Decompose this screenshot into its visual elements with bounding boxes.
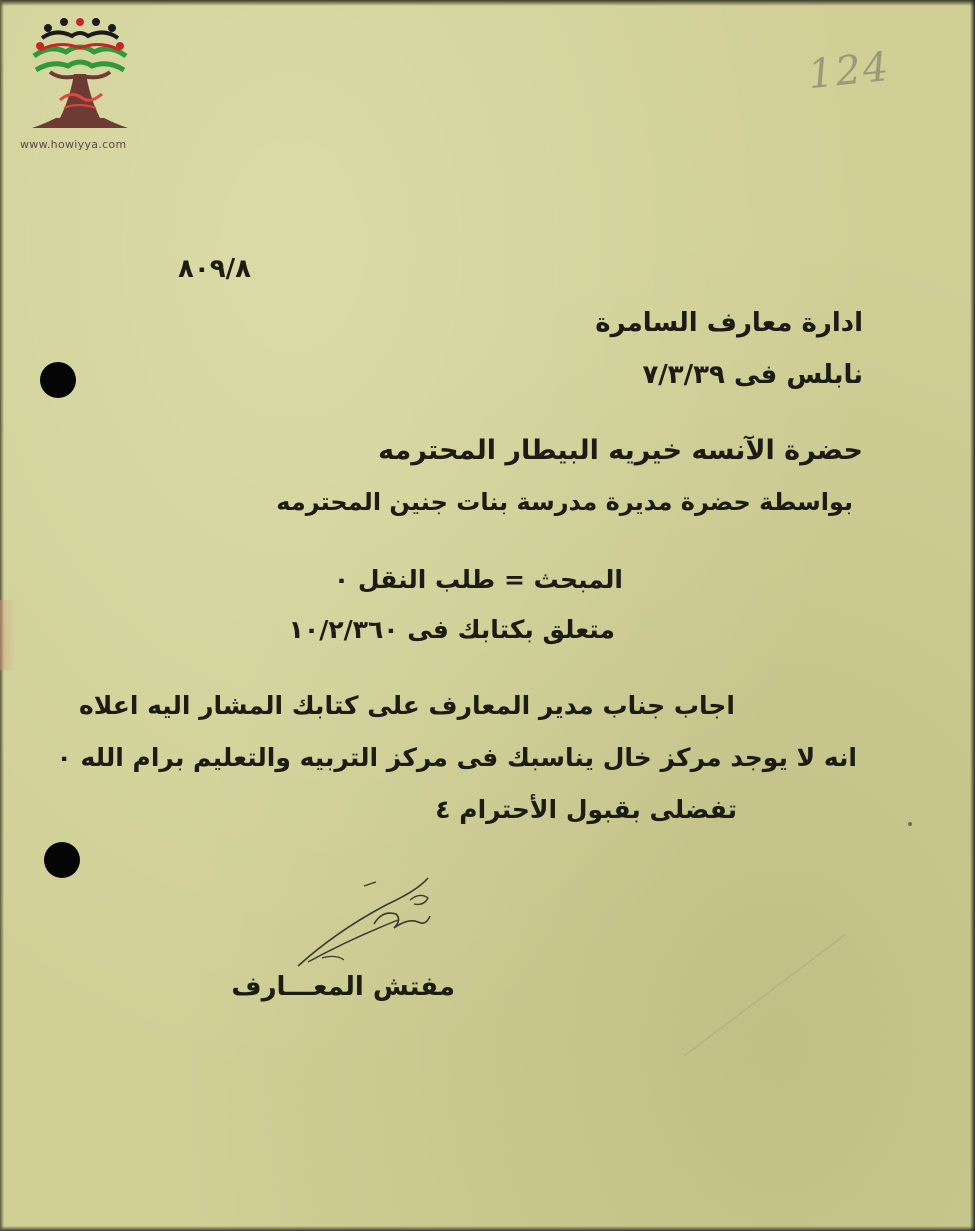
scan-edge-top: [0, 0, 975, 6]
watermark-url: www.howiyya.com: [20, 138, 127, 151]
handwritten-signature: [278, 870, 458, 980]
scan-edge-right: [970, 0, 975, 1231]
body-line-2: انه لا يوجد مركز خال يناسبك فى مركز التربيه والتعليم برام الله ٠: [56, 743, 857, 772]
subject-line: المبحث = طلب النقل ٠: [333, 565, 623, 594]
letter-reference-number: ٨٠٩/٨: [178, 254, 251, 284]
howiyya-logo: [20, 14, 140, 154]
paper-stain: [0, 600, 16, 670]
punch-hole-bottom: [44, 842, 80, 878]
regarding-line: متعلق بكتابك فى ١٠/٢/٣٦٠: [288, 615, 615, 644]
paper-speck: [908, 822, 912, 826]
stray-pencil-line: [680, 930, 850, 1060]
place-and-date: نابلس فی ٧/٣/٣٩: [642, 360, 863, 390]
tree-logo-icon: [20, 14, 140, 136]
body-line-3: تفضلى بقبول الأحترام ٤: [435, 795, 737, 824]
department-name: ادارة معارف السامرة: [595, 308, 863, 338]
punch-hole-top: [40, 362, 76, 398]
archive-page-number: 124: [805, 43, 893, 99]
signatory-title: مفتش المعـــارف: [231, 972, 455, 1002]
body-line-1: اجاب جناب مدير المعارف على كتابك المشار اليه اعلاه: [79, 691, 735, 720]
scan-edge-bottom: [0, 1226, 975, 1231]
addressee-line: حضرة الآنسه خيريه البيطار المحترمه: [378, 435, 863, 466]
via-line: بواسطة حضرة مديرة مدرسة بنات جنين المحترمه: [276, 488, 853, 516]
